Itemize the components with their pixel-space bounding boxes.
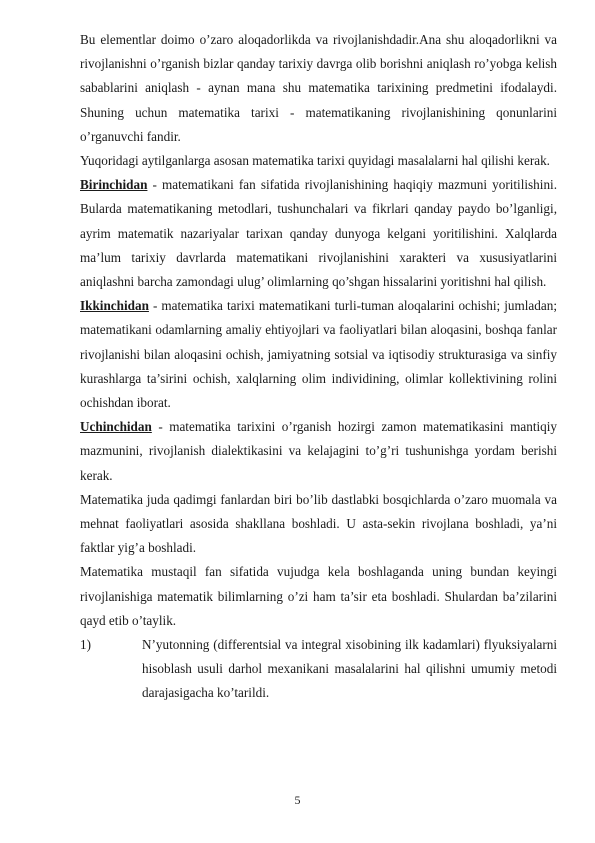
lead-third: Uchinchidan — [80, 419, 152, 435]
lead-second: Ikkinchidan — [80, 298, 149, 314]
paragraph-tasks: Yuqoridagi aytilganlarga asosan matematika tarixi quyidagi masalalarni hal qilishi kerak. — [80, 153, 550, 169]
paragraph-first — [80, 173, 557, 294]
paragraph-second — [80, 294, 557, 415]
text-second: - matematika tarixi matematikani turli-tuman aloqalarini ochishi; jumladan; matematikani odamlarning amaliy ehtiyojlari va faoliyatlari bilan aloqasini, boshqa fanlar rivojlanishi bilan aloqasini ochish, jamiyatning sotsial va iqtisodiy strukturasiga va sinfiy kurashlarga ta’sirini ochish, xalqlarning olim individining, olimlar kollektivining rolini ochishdan iborat. — [80, 298, 557, 411]
text-first: - matematikani fan sifatida rivojlanishining haqiqiy mazmuni yoritilishini. Bularda matematikaning metodlari, tushunchalari va fikrlari qanday paydo bo’lganligi, ayrim matematik nazariyalar tarixan qanday dunyoga kelgani yoritilishini. Xalqlarda ma’lum tarixiy davrlarda matematikani rivojlanishini xarakteri va xususiyatlarini aniqlashni barcha zamondagi ulug’ olimlarning qo’shgan hissalarini yoritishni hal qilish. — [80, 177, 557, 290]
paragraph-third — [80, 415, 557, 488]
lead-first: Birinchidan — [80, 177, 148, 193]
document-page — [80, 28, 557, 706]
item-text: N’yutonning (differentsial va integral xisobining ilk kadamlari) flyuksiyalarni hisoblash usuli darhol mexanikani masalalarini hal qilishni umumiy metodi darajasigacha ko’tarildi. — [142, 637, 557, 701]
paragraph-history: Matematika juda qadimgi fanlardan biri bo’lib dastlabki bosqichlarda o’zaro muomala va mehnat faoliyatlari asosida shakllana boshladi. U asta-sekin rivojlana boshladi, ya’ni faktlar yig’a boshladi. — [80, 491, 557, 556]
paragraph-intro: Bu elementlar doimo o’zaro aloqadorlikda va rivojlanishdadir.Ana shu aloqadorlikni va rivojlanishni o’rganish bizlar qanday tarixiy davrga olib borishni aniqlash ro’yobga kelish sabablarini aniqlash - aynan mana shu matematika tarixining predmetini ifodalaydi. Shuning uchun matematika tarixi - matematikaning rivojlanishining qonunlarini o’rganuvchi fandir. — [80, 32, 557, 144]
paragraph-independent: Matematika mustaqil fan sifatida vujudga kela boshlaganda uning bundan keyingi rivojlanishiga matematik bilimlarning o’zi ham ta’sir eta boshladi. Shulardan ba’zilarini qayd etib o’taylik. — [80, 564, 557, 628]
numbered-item-1 — [80, 633, 557, 706]
page-number: 5 — [294, 793, 301, 807]
item-number: 1) — [80, 637, 91, 653]
text-third: - matematika tarixini o’rganish hozirgi zamon matematikasini mantiqiy mazmunini, rivojlanish dialektikasini va kelajagini to’g’ri tushunishga yordam berishi kerak. — [80, 419, 557, 483]
